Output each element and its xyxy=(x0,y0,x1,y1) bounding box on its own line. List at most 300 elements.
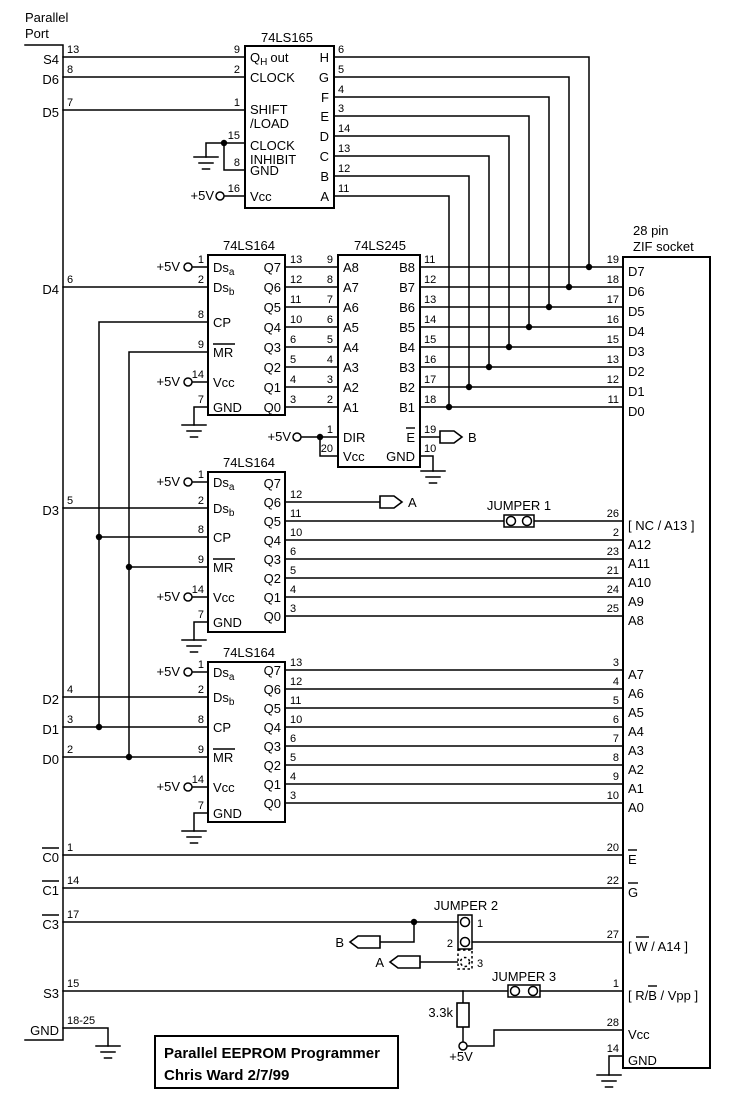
ic-name: 74LS164 xyxy=(222,455,276,470)
pin-number: 5 xyxy=(67,495,74,507)
pin-number: 13 xyxy=(338,143,351,155)
pin-number: 16 xyxy=(606,314,619,326)
signal-label-inverted: C1 xyxy=(42,883,59,898)
pin-number: 13 xyxy=(67,44,80,56)
ic-name: 74LS164 xyxy=(222,238,276,253)
pin-label: GND xyxy=(213,400,242,415)
schematic-author-date: Chris Ward 2/7/99 xyxy=(164,1067,290,1084)
pin-label: Q4 xyxy=(263,533,281,548)
pin-label: E xyxy=(320,109,329,124)
label-part: Ds xyxy=(213,690,229,705)
power-5v-terminal xyxy=(293,433,301,441)
pin-number: 14 xyxy=(424,314,437,326)
label-part: Q xyxy=(250,50,261,65)
pin-number: 11 xyxy=(290,695,302,707)
jumper2-label: JUMPER 2 xyxy=(433,898,499,913)
pin-label: A12 xyxy=(628,537,652,552)
pin-number: 14 xyxy=(606,1043,619,1055)
pin-number: 1 xyxy=(197,254,204,266)
pin-label: D6 xyxy=(628,284,645,299)
pin-number: 25 xyxy=(606,603,619,615)
junction-dot xyxy=(96,724,102,730)
pin-label: A3 xyxy=(343,360,359,375)
pin-number: 22 xyxy=(606,875,619,887)
net-tag-label: A xyxy=(375,955,384,970)
pin-label: A7 xyxy=(628,667,644,682)
jumper1-pin xyxy=(507,517,516,526)
pin-number: 17 xyxy=(67,909,80,921)
ground-symbol xyxy=(597,1075,621,1087)
pin-label: Vcc xyxy=(213,780,235,795)
pin-number: 2 xyxy=(612,527,619,539)
pin-label: GND xyxy=(213,615,242,630)
power-5v-label: +5V xyxy=(156,589,180,604)
pin-label: GND xyxy=(628,1053,657,1068)
wire xyxy=(380,922,623,1075)
pin-label: Q7 xyxy=(263,260,281,275)
pin-number: 21 xyxy=(606,565,619,577)
pin-label: Q2 xyxy=(263,571,281,586)
ic-name: 74LS245 xyxy=(353,238,407,253)
ground-symbol xyxy=(182,640,206,652)
pin-label: D xyxy=(319,129,329,144)
pin-label: Q1 xyxy=(263,380,281,395)
pin-number: 12 xyxy=(290,274,303,286)
socket-title: 28 pin xyxy=(633,223,669,238)
power-5v-label: +5V xyxy=(156,664,180,679)
label-part: Ds xyxy=(213,260,229,275)
pin-label: C xyxy=(319,149,329,164)
pin-number: 10 xyxy=(290,314,303,326)
power-5v-terminal xyxy=(184,263,192,271)
ground-symbol xyxy=(421,471,445,483)
pin-number: 3 xyxy=(290,603,297,615)
pin-label: A0 xyxy=(628,800,644,815)
signal-label: D1 xyxy=(42,722,59,737)
jumper2-pos: 3 xyxy=(477,958,484,970)
signal-label: S4 xyxy=(43,52,59,67)
pin-number: 3 xyxy=(326,374,333,386)
pin-label: A1 xyxy=(628,781,644,796)
jumper2-pos: 2 xyxy=(446,938,453,950)
pin-label: CP xyxy=(213,530,232,545)
pin-number: 4 xyxy=(290,374,297,386)
pin-label: D5 xyxy=(628,304,645,319)
pin-label: A9 xyxy=(628,594,644,609)
pin-number: 7 xyxy=(197,800,204,812)
pin-label: A7 xyxy=(343,280,359,295)
pin-number: 7 xyxy=(326,294,333,306)
pin-number: 2 xyxy=(197,274,204,286)
pin-label-mr: MR xyxy=(213,345,234,360)
pin-label: Vcc xyxy=(213,590,235,605)
pin-number: 3 xyxy=(290,394,297,406)
port-title: Port xyxy=(25,26,49,41)
pin-label: Q4 xyxy=(263,320,281,335)
pin-label-rb-vpp: [ R/B / Vpp ] xyxy=(628,988,699,1003)
pin-label: Q3 xyxy=(263,739,281,754)
pin-number: 18-25 xyxy=(67,1015,96,1027)
pin-label: D1 xyxy=(628,384,645,399)
schematic-title: Parallel EEPROM Programmer xyxy=(164,1045,380,1062)
power-5v-terminal xyxy=(216,192,224,200)
ground-symbol xyxy=(182,425,206,437)
power-5v-label: +5V xyxy=(156,474,180,489)
pin-number: 12 xyxy=(338,163,351,175)
pin-label: D0 xyxy=(628,404,645,419)
pin-label: GND xyxy=(386,449,415,464)
pin-label: A5 xyxy=(343,320,359,335)
jumper1-pin xyxy=(523,517,532,526)
power-5v-label: +5V xyxy=(156,779,180,794)
pin-number: 14 xyxy=(67,875,80,887)
pin-label-mr: MR xyxy=(213,750,234,765)
pin-number: 9 xyxy=(233,44,240,56)
pin-number: 12 xyxy=(424,274,437,286)
pin-number: 3 xyxy=(67,714,74,726)
pin-number: 10 xyxy=(290,714,303,726)
pin-number: 11 xyxy=(290,294,302,306)
pin-number: 16 xyxy=(227,183,240,195)
pin-label: Q6 xyxy=(263,682,281,697)
pin-label: Vcc xyxy=(250,189,272,204)
pin-label: INHIBIT xyxy=(250,152,297,167)
pin-label: GND xyxy=(213,806,242,821)
ground-symbol xyxy=(194,157,218,169)
jumper2-pin3 xyxy=(461,958,470,967)
pin-number: 6 xyxy=(290,334,297,346)
pin-label: CLOCK xyxy=(250,138,295,153)
resistor-body xyxy=(457,1003,469,1027)
pin-number: 6 xyxy=(612,714,619,726)
pin-label: Q2 xyxy=(263,758,281,773)
pin-label: Q7 xyxy=(263,663,281,678)
pin-label: A2 xyxy=(343,380,359,395)
pin-number: 19 xyxy=(424,424,437,436)
label-part: Ds xyxy=(213,475,229,490)
pin-number: 4 xyxy=(67,684,74,696)
pin-label: B6 xyxy=(399,300,415,315)
pin-label: /LOAD xyxy=(250,116,290,131)
pin-number: 2 xyxy=(233,64,240,76)
pin-label: Vcc xyxy=(628,1027,650,1042)
pin-label: Q1 xyxy=(263,777,281,792)
pin-number: 8 xyxy=(67,64,74,76)
label-part: a xyxy=(228,482,235,493)
junction-dot xyxy=(411,919,417,925)
pin-label: B2 xyxy=(399,380,415,395)
pin-number: 6 xyxy=(326,314,333,326)
pin-number: 8 xyxy=(197,714,204,726)
power-5v-label: +5V xyxy=(190,188,214,203)
pin-label: DIR xyxy=(343,430,366,445)
pin-label: Q5 xyxy=(263,514,281,529)
pin-label: Q0 xyxy=(263,400,281,415)
pin-label: A xyxy=(320,189,329,204)
pin-number: 6 xyxy=(67,274,74,286)
pin-number: 4 xyxy=(290,584,297,596)
wire xyxy=(63,57,623,1046)
pin-number: 17 xyxy=(606,294,619,306)
pin-label: A2 xyxy=(628,762,644,777)
ic-name: 74LS164 xyxy=(222,645,276,660)
pin-label: H xyxy=(319,50,329,65)
pin-label: Q4 xyxy=(263,720,281,735)
pin-number: 10 xyxy=(606,790,619,802)
pin-number: 1 xyxy=(233,97,240,109)
pin-number: 28 xyxy=(606,1017,619,1029)
junction-dot xyxy=(96,534,102,540)
pin-label: A8 xyxy=(343,260,359,275)
pin-label: Q3 xyxy=(263,552,281,567)
pin-number: 8 xyxy=(197,309,204,321)
pin-number: 15 xyxy=(424,334,437,346)
pin-label: SHIFT xyxy=(250,102,288,117)
pin-label: A5 xyxy=(628,705,644,720)
pin-number: 9 xyxy=(612,771,619,783)
pin-number: 3 xyxy=(612,657,619,669)
pin-label-e: E xyxy=(628,852,637,867)
pin-number: 14 xyxy=(338,123,351,135)
pin-number: 12 xyxy=(290,676,303,688)
label-part: H xyxy=(260,57,268,68)
pin-label: A11 xyxy=(628,556,651,571)
net-tag-label: A xyxy=(408,495,417,510)
signal-label: GND xyxy=(30,1023,59,1038)
pin-number: 8 xyxy=(326,274,333,286)
pin-number: 4 xyxy=(612,676,619,688)
pin-number: 13 xyxy=(290,657,303,669)
jumper2-pos: 1 xyxy=(477,918,484,930)
pin-number: 15 xyxy=(227,130,240,142)
pin-label: A6 xyxy=(343,300,359,315)
pin-number: 15 xyxy=(606,334,619,346)
pin-label-mr: MR xyxy=(213,560,234,575)
ground-symbol xyxy=(182,831,206,843)
ic-74ls164-2 xyxy=(96,455,623,652)
pin-number: 2 xyxy=(67,744,74,756)
pin-number: 7 xyxy=(612,733,619,745)
pin-number: 9 xyxy=(197,744,204,756)
pin-number: 14 xyxy=(191,774,204,786)
pin-number: 1 xyxy=(67,842,74,854)
zif-socket xyxy=(607,223,710,1068)
pin-label: Q5 xyxy=(263,300,281,315)
junction-dot xyxy=(317,434,323,440)
pin-number: 4 xyxy=(326,354,333,366)
net-tag-label: B xyxy=(468,430,477,445)
power-5v-label: +5V xyxy=(449,1049,473,1064)
pin-number: 7 xyxy=(197,609,204,621)
pin-number: 5 xyxy=(290,752,297,764)
pin-number: 16 xyxy=(424,354,437,366)
pin-label: Q0 xyxy=(263,796,281,811)
pin-number: 12 xyxy=(290,489,303,501)
signal-label: S3 xyxy=(43,986,59,1001)
pin-number: 9 xyxy=(197,554,204,566)
net-tag-label: B xyxy=(335,935,344,950)
signal-label-inverted: C3 xyxy=(42,917,59,932)
pin-label: GND xyxy=(250,163,279,178)
jumper2-pin2 xyxy=(461,938,470,947)
port-title: Parallel xyxy=(25,10,69,25)
pin-label: Q7 xyxy=(263,476,281,491)
jumper2-pin1 xyxy=(461,918,470,927)
pin-number: 9 xyxy=(197,339,204,351)
pin-label: A4 xyxy=(343,340,359,355)
pin-number: 26 xyxy=(606,508,619,520)
pin-number: 18 xyxy=(606,274,619,286)
title-box xyxy=(155,1036,398,1088)
pin-label: B7 xyxy=(399,280,415,295)
pin-number: 12 xyxy=(606,374,619,386)
pin-label: A8 xyxy=(628,613,644,628)
pin-label: Q5 xyxy=(263,701,281,716)
net-tag-a-dest xyxy=(390,956,420,968)
pin-label: Q6 xyxy=(263,280,281,295)
pin-label: A10 xyxy=(628,575,652,590)
signal-label: D0 xyxy=(42,752,59,767)
pin-number: 11 xyxy=(607,394,619,406)
pin-label: B xyxy=(320,169,329,184)
pin-number: 17 xyxy=(424,374,437,386)
junction-dot xyxy=(221,140,227,146)
ic-name: 74LS165 xyxy=(260,30,314,45)
pin-label: A1 xyxy=(343,400,359,415)
pin-number: 5 xyxy=(326,334,333,346)
signal-label-inverted: C0 xyxy=(42,850,59,865)
pin-label: D3 xyxy=(628,344,645,359)
label-part: b xyxy=(228,287,235,298)
pin-number: 1 xyxy=(197,659,204,671)
pin-label: B8 xyxy=(399,260,415,275)
junction-dot xyxy=(126,754,132,760)
signal-label: D6 xyxy=(42,72,59,87)
pin-label: Q2 xyxy=(263,360,281,375)
pin-number: 1 xyxy=(197,469,204,481)
pin-label: G xyxy=(318,70,329,85)
signal-label: D5 xyxy=(42,105,59,120)
pin-label: CP xyxy=(213,315,232,330)
pin-number: 6 xyxy=(290,733,297,745)
pin-number: 14 xyxy=(191,369,204,381)
pin-number: 13 xyxy=(424,294,437,306)
pin-number: 20 xyxy=(320,443,333,455)
label-part: b xyxy=(228,697,235,708)
pin-label: CLOCK xyxy=(250,70,295,85)
pin-number: 2 xyxy=(197,684,204,696)
pin-label: F xyxy=(321,90,329,105)
pin-number: 3 xyxy=(290,790,297,802)
pin-number: 7 xyxy=(197,394,204,406)
pin-number: 6 xyxy=(338,44,345,56)
pin-number: 9 xyxy=(326,254,333,266)
signal-label: D4 xyxy=(42,282,59,297)
pin-label: D2 xyxy=(628,364,645,379)
jumper3-pin xyxy=(511,987,520,996)
label-part: a xyxy=(228,672,235,683)
pin-number: 13 xyxy=(290,254,303,266)
junction-dot xyxy=(126,564,132,570)
pin-number: 23 xyxy=(606,546,619,558)
pin-number: 4 xyxy=(338,84,345,96)
pin-number: 11 xyxy=(338,183,350,195)
pin-number: 11 xyxy=(424,254,436,266)
pin-number: 5 xyxy=(612,695,619,707)
pin-number: 6 xyxy=(290,546,297,558)
pin-label: B4 xyxy=(399,340,415,355)
power-5v-terminal xyxy=(184,668,192,676)
pin-label: B1 xyxy=(399,400,415,415)
jumper3-pin xyxy=(529,987,538,996)
pin-label: [ NC / A13 ] xyxy=(628,518,695,533)
pin-number: 4 xyxy=(290,771,297,783)
pin-label: D4 xyxy=(628,324,645,339)
label-part: Ds xyxy=(213,665,229,680)
pin-number: 24 xyxy=(606,584,619,596)
label-part: out xyxy=(270,50,289,65)
pin-number: 20 xyxy=(606,842,619,854)
signal-label: D3 xyxy=(42,503,59,518)
pin-number: 19 xyxy=(606,254,619,266)
pin-number: 10 xyxy=(290,527,303,539)
pin-label: B5 xyxy=(399,320,415,335)
pin-label: Vcc xyxy=(213,375,235,390)
ic-74ls164-3 xyxy=(96,645,623,843)
pin-label: Q0 xyxy=(263,609,281,624)
power-5v-label: +5V xyxy=(267,429,291,444)
pin-number: 2 xyxy=(326,394,333,406)
pin-label: A4 xyxy=(628,724,644,739)
pin-number: 14 xyxy=(191,584,204,596)
pin-number: 10 xyxy=(424,443,437,455)
pin-label: Q3 xyxy=(263,340,281,355)
pin-number: 18 xyxy=(424,394,437,406)
pin-label: B3 xyxy=(399,360,415,375)
power-5v-terminal xyxy=(184,478,192,486)
jumper1-label: JUMPER 1 xyxy=(486,498,552,513)
pin-label: A3 xyxy=(628,743,644,758)
label-part: Ds xyxy=(213,280,229,295)
signal-label: D2 xyxy=(42,692,59,707)
pin-label: Vcc xyxy=(343,449,365,464)
power-5v-label: +5V xyxy=(156,374,180,389)
jumper3-label: JUMPER 3 xyxy=(491,969,557,984)
pin-number: 27 xyxy=(606,929,619,941)
net-tag-b-source xyxy=(440,431,462,443)
net-tag-a-source xyxy=(380,496,402,508)
pin-number: 5 xyxy=(290,354,297,366)
pin-number: 1 xyxy=(612,978,619,990)
pin-label: D7 xyxy=(628,264,645,279)
pin-number: 8 xyxy=(612,752,619,764)
pin-label: Q1 xyxy=(263,590,281,605)
pin-number: 5 xyxy=(290,565,297,577)
power-5v-label: +5V xyxy=(156,259,180,274)
pin-number: 8 xyxy=(197,524,204,536)
pin-number: 3 xyxy=(338,103,345,115)
label-part: b xyxy=(228,508,235,519)
pin-label: A6 xyxy=(628,686,644,701)
socket-title: ZIF socket xyxy=(633,239,694,254)
pin-number: 11 xyxy=(290,508,302,520)
pin-number: 5 xyxy=(338,64,345,76)
pin-number: 7 xyxy=(67,97,74,109)
pin-label: Q6 xyxy=(263,495,281,510)
pin-label-g: G xyxy=(628,885,639,900)
label-part: Ds xyxy=(213,501,229,516)
pin-label: CP xyxy=(213,720,232,735)
